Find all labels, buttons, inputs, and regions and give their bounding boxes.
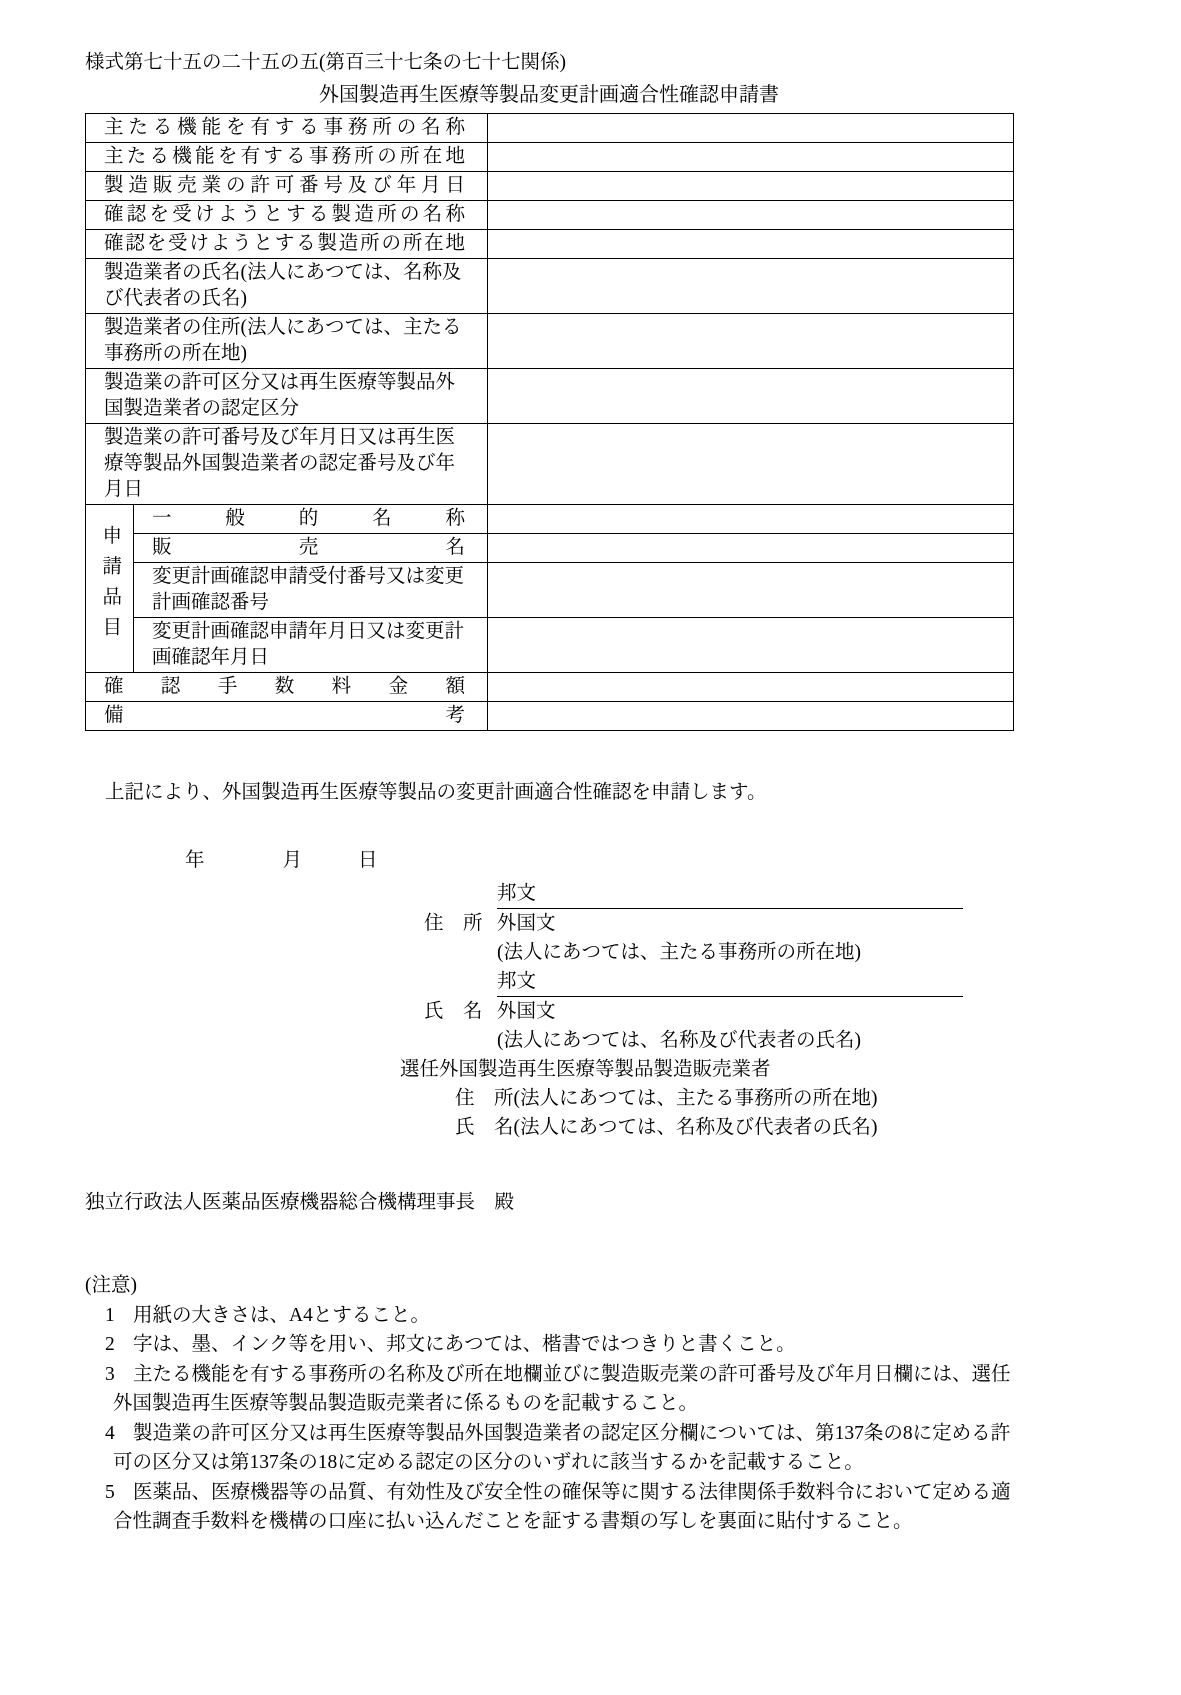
table-row: [86, 673, 1014, 702]
name-japanese-line: [85, 967, 1013, 997]
field-label: 製造業者の氏名(法人にあつては、名称及び代表者の氏名): [86, 259, 488, 314]
address-label: 住 所: [424, 913, 483, 934]
name-foreign-line: [85, 997, 1013, 1026]
name-note-line: [85, 1026, 1013, 1055]
agent-address-line: 住 所(法人にあつては、主たる事務所の所在地): [455, 1088, 878, 1109]
field-label: 変更計画確認申請年月日又は変更計画確認年月日: [134, 618, 488, 673]
addressee: 独立行政法人医薬品医療機器総合機構理事長 殿: [85, 1192, 515, 1213]
note-number: 5: [105, 1481, 115, 1503]
note-item: [105, 1330, 1013, 1360]
note-item: [105, 1478, 1013, 1537]
agent-heading: 選任外国製造再生医療等製品製造販売業者: [400, 1059, 771, 1080]
group-label-vertical: 申請品目: [99, 524, 121, 647]
field-label: 確認を受けようとする製造所の名称: [86, 201, 488, 230]
notes-section: [85, 1271, 1013, 1537]
field-value: [488, 618, 1014, 673]
date-month-label: 月: [282, 850, 303, 871]
field-label: 製造業者の住所(法人にあつては、主たる事務所の所在地): [86, 314, 488, 369]
address-foreign-line: [85, 909, 1013, 938]
field-value: [488, 143, 1014, 172]
name-note: (法人にあつては、名称及び代表者の氏名): [497, 1030, 861, 1051]
agent-name-line: 氏 名(法人にあつては、名称及び代表者の氏名): [455, 1117, 878, 1138]
note-text: 主たる機能を有する事務所の名称及び所在地欄並びに製造販売業の許可番号及び年月日欄には、選任外国製造再生医療等製品製造販売業者に係るものを記載すること。: [113, 1363, 1011, 1414]
note-item: [105, 1301, 1013, 1331]
application-table: [85, 113, 1014, 731]
note-text: 医薬品、医療機器等の品質、有効性及び安全性の確保等に関する法律関係手数料令において定める適合性調査手数料を機構の口座に払い込んだことを証する書類の写しを裏面に貼付すること。: [113, 1481, 1011, 1532]
field-value: [488, 201, 1014, 230]
field-value: [488, 673, 1014, 702]
japanese-text-underline: 邦文: [497, 879, 963, 909]
field-value: [488, 314, 1014, 369]
table-row: [86, 563, 1014, 618]
field-label: 確認を受けようとする製造所の所在地: [86, 230, 488, 259]
note-item: [105, 1419, 1013, 1478]
address-japanese-line: [85, 879, 1013, 909]
field-value: [488, 369, 1014, 424]
table-row: [86, 314, 1014, 369]
field-value: [488, 702, 1014, 731]
field-label: 販売名: [134, 534, 488, 563]
field-value: [488, 114, 1014, 143]
table-row: [86, 143, 1014, 172]
field-label: 製造販売業の許可番号及び年月日: [86, 172, 488, 201]
table-row: [86, 114, 1014, 143]
address-note: (法人にあつては、主たる事務所の所在地): [497, 942, 861, 963]
date-year-label: 年: [185, 850, 205, 871]
form-title: 外国製造再生医療等製品変更計画適合性確認申請書: [319, 84, 779, 106]
field-label: 主たる機能を有する事務所の所在地: [86, 143, 488, 172]
note-text: 製造業の許可区分又は再生医療等製品外国製造業者の認定区分欄については、第137条の8に定める許可の区分又は第137条の18に定める認定の区分のいずれに該当するかを記載すること。: [113, 1422, 1011, 1473]
date-line: [85, 847, 1013, 875]
field-label: 主たる機能を有する事務所の名称: [86, 114, 488, 143]
field-value: [488, 563, 1014, 618]
foreign-text-label: 外国文: [497, 913, 556, 934]
date-day-label: 日: [358, 850, 378, 871]
fee-label: 確認手数料金額: [86, 673, 488, 702]
field-label: 製造業の許可区分又は再生医療等製品外国製造業者の認定区分: [86, 369, 488, 424]
field-value: [488, 259, 1014, 314]
note-number: 3: [105, 1363, 115, 1385]
field-value: [488, 534, 1014, 563]
note-text: 用紙の大きさは、A4とすること。: [133, 1304, 430, 1326]
application-statement: 上記により、外国製造再生医療等製品の変更計画適合性確認を申請します。: [105, 782, 767, 803]
address-note-line: [85, 938, 1013, 967]
table-row: [86, 369, 1014, 424]
table-row: [86, 618, 1014, 673]
table-row: [86, 259, 1014, 314]
japanese-text-underline: 邦文: [497, 967, 963, 997]
field-value: [488, 230, 1014, 259]
signature-block: [85, 879, 1013, 1142]
note-text: 字は、墨、インク等を用い、邦文にあつては、楷書ではつきりと書くこと。: [133, 1334, 796, 1355]
field-label: 一般的名称: [134, 505, 488, 534]
table-row: [86, 505, 1014, 534]
note-item: [105, 1360, 1013, 1419]
remarks-label: 備考: [86, 702, 488, 731]
form-number: 様式第七十五の二十五の五(第百三十七条の七十七関係): [85, 52, 566, 73]
table-row: [86, 201, 1014, 230]
name-label: 氏 名: [424, 1001, 483, 1022]
field-value: [488, 424, 1014, 505]
note-number: 2: [105, 1334, 115, 1355]
field-value: [488, 172, 1014, 201]
field-value: [488, 505, 1014, 534]
document-content: [85, 50, 1013, 1537]
notes-heading: (注意): [85, 1275, 137, 1296]
table-row: [86, 702, 1014, 731]
table-row: [86, 534, 1014, 563]
field-label: 変更計画確認申請受付番号又は変更計画確認番号: [134, 563, 488, 618]
group-label-cell: [86, 505, 134, 673]
note-number: 1: [105, 1304, 115, 1326]
field-label: 製造業の許可番号及び年月日又は再生医療等製品外国製造業者の認定番号及び年月日: [86, 424, 488, 505]
foreign-text-label: 外国文: [497, 1001, 556, 1022]
table-row: [86, 424, 1014, 505]
note-number: 4: [105, 1422, 115, 1444]
table-row: [86, 172, 1014, 201]
table-row: [86, 230, 1014, 259]
